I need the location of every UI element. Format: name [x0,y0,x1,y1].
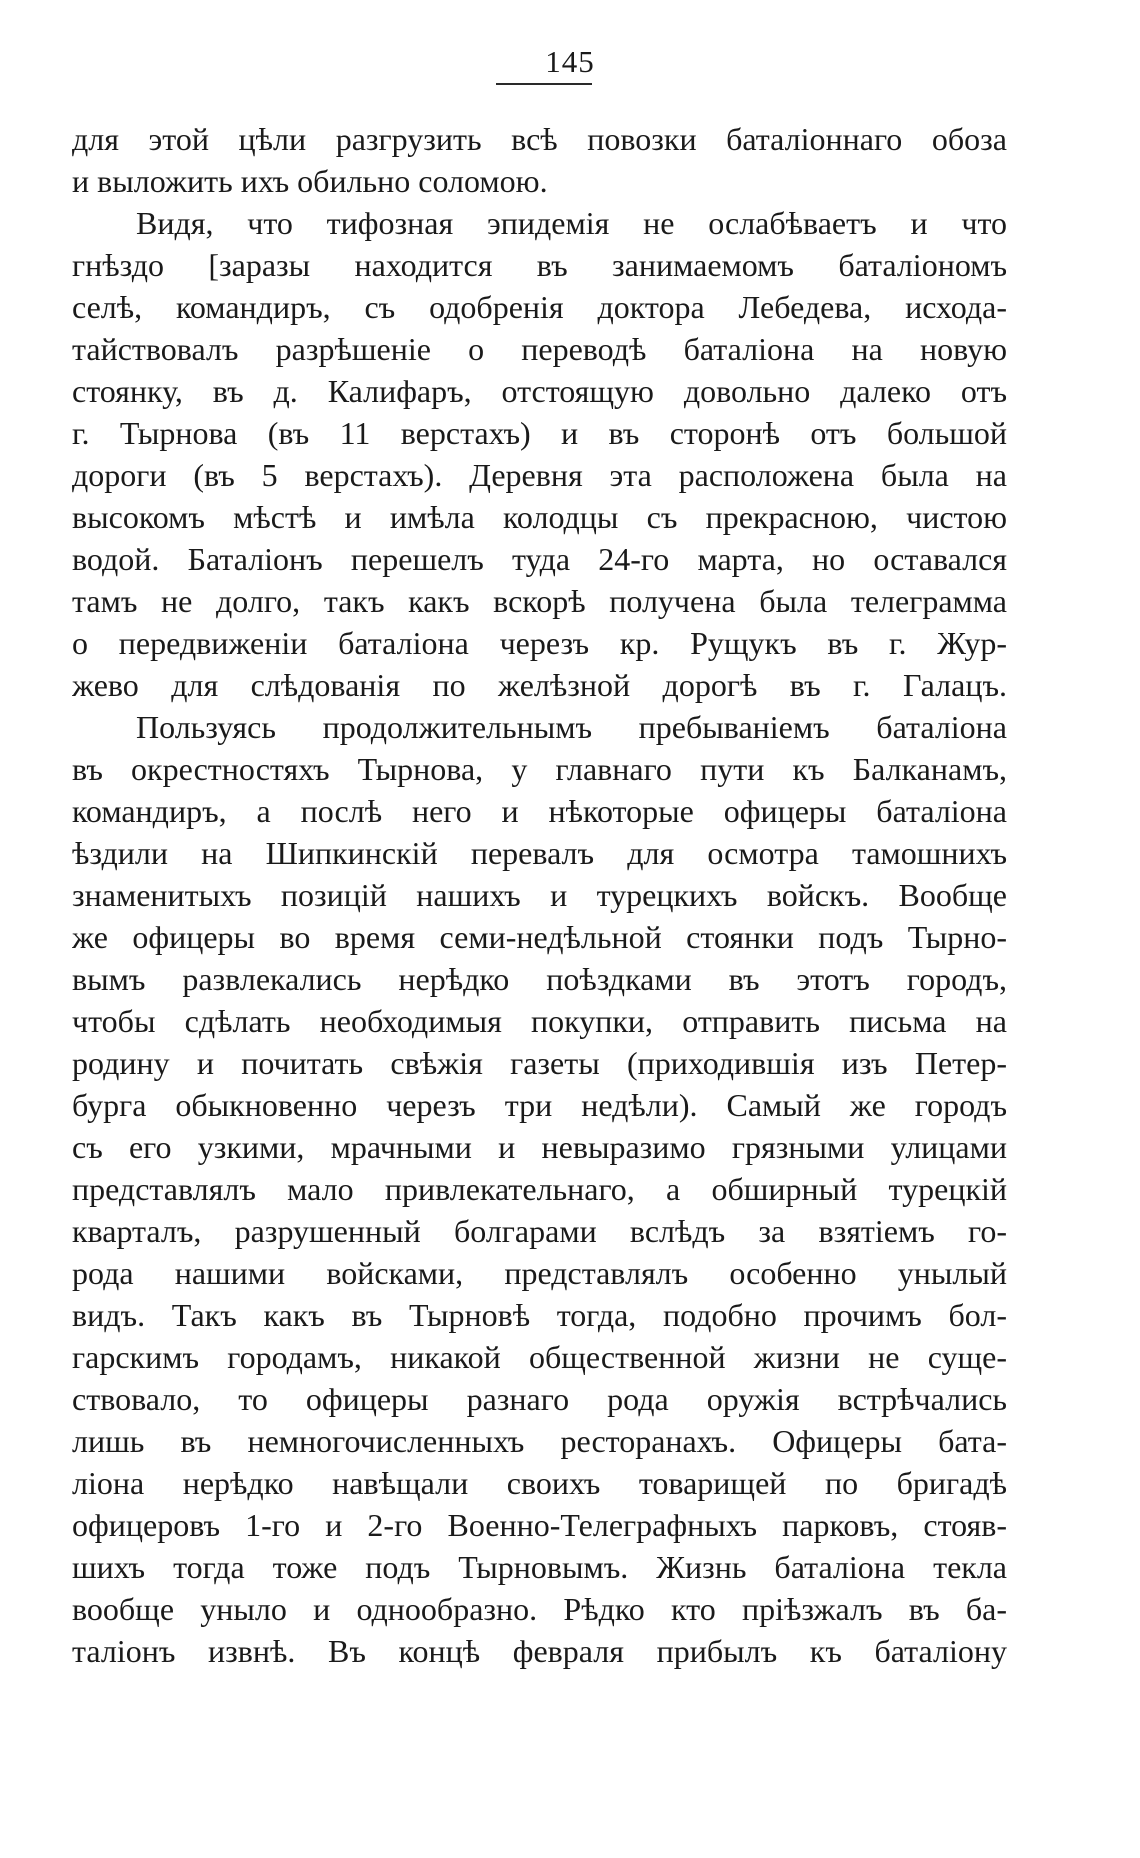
text-line: гнѣздо [заразы находится въ занимаемомъ баталіономъ [72,247,1007,283]
body-text [72,118,1007,1672]
text-line: гарскимъ городамъ, никакой общественной жизни не суще- [72,1339,1007,1375]
text-line: жево для слѣдованія по желѣзной дорогѣ въ г. Галацъ. [72,667,1007,703]
text-line: о передвиженіи баталіона черезъ кр. Рущукъ въ г. Жур- [72,625,1007,661]
text-line: же офицеры во время семи-недѣльной стоянки подъ Тырно- [72,919,1007,955]
text-line: лишь въ немногочисленныхъ ресторанахъ. Офицеры бата- [72,1423,1007,1459]
text-line: вымъ развлекались нерѣдко поѣздками въ этотъ городъ, [72,961,1007,997]
text-line: Пользуясь продолжительнымъ пребываніемъ баталіона [136,709,1007,745]
text-line: командиръ, а послѣ него и нѣкоторые офицеры баталіона [72,793,1007,829]
text-line: чтобы сдѣлать необходимыя покупки, отправить письма на [72,1003,1007,1039]
text-line: знаменитыхъ позицій нашихъ и турецкихъ войскъ. Вообще [72,877,1007,913]
text-line: стоянку, въ д. Калифаръ, отстоящую довольно далеко отъ [72,373,1007,409]
text-line: офицеровъ 1-го и 2-го Военно-Телеграфныхъ парковъ, стояв- [72,1507,1007,1543]
text-line: и выложить ихъ обильно соломою. [72,163,548,199]
text-line: въ окрестностяхъ Тырнова, у главнаго пути къ Балканамъ, [72,751,1007,787]
text-line: видъ. Такъ какъ въ Тырновѣ тогда, подобно прочимъ бол- [72,1297,1007,1333]
text-line: Видя, что тифозная эпидемія не ослабѣваетъ и что [136,205,1007,241]
text-line: селѣ, командиръ, съ одобренія доктора Лебедева, исхода- [72,289,1007,325]
text-line: дороги (въ 5 верстахъ). Деревня эта расположена была на [72,457,1007,493]
text-line: рода нашими войсками, представлялъ особенно унылый [72,1255,1007,1291]
text-line: кварталъ, разрушенный болгарами вслѣдъ за взятіемъ го- [72,1213,1007,1249]
text-line: шихъ тогда тоже подъ Тырновымъ. Жизнь баталіона текла [72,1549,1007,1585]
text-line: ліона нерѣдко навѣщали своихъ товарищей по бригадѣ [72,1465,1007,1501]
page-number: 145 [545,44,595,79]
text-line: для этой цѣли разгрузить всѣ повозки баталіоннаго обоза [72,121,1007,157]
text-line: тайствовалъ разрѣшеніе о переводѣ баталіона на новую [72,331,1007,367]
text-line: родину и почитать свѣжія газеты (приходившія изъ Петер- [72,1045,1007,1081]
text-line: ствовало, то офицеры разнаго рода оружія встрѣчались [72,1381,1007,1417]
text-line: вообще уныло и однообразно. Рѣдко кто пріѣзжалъ въ ба- [72,1591,1007,1627]
text-line: тамъ не долго, такъ какъ вскорѣ получена была телеграмма [72,583,1007,619]
text-line: таліонъ извнѣ. Въ концѣ февраля прибылъ къ баталіону [72,1633,1007,1669]
text-line: ѣздили на Шипкинскій перевалъ для осмотра тамошнихъ [72,835,1007,871]
text-line: высокомъ мѣстѣ и имѣла колодцы съ прекрасною, чистою [72,499,1007,535]
text-line: г. Тырнова (въ 11 верстахъ) и въ сторонѣ отъ большой [72,415,1007,451]
text-line: съ его узкими, мрачными и невыразимо грязными улицами [72,1129,1007,1165]
text-line: представлялъ мало привлекательнаго, а обширный турецкій [72,1171,1007,1207]
text-line: бурга обыкновенно черезъ три недѣли). Самый же городъ [72,1087,1007,1123]
page-number-rule [496,83,592,85]
text-line: водой. Баталіонъ перешелъ туда 24-го марта, но оставался [72,541,1007,577]
